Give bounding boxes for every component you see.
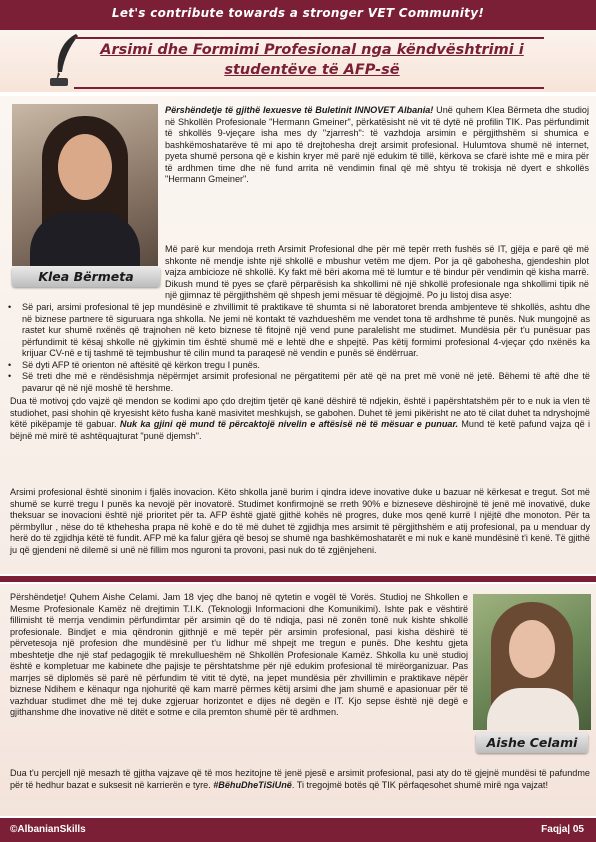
student1-intro xyxy=(165,105,589,186)
list-item: • Së treti dhe më e rëndësishmja nëpërmjet arsimit profesional ne përgatitemi për atë që na pret më vonë në jetë. Bëhemi të aftë dhe të pavarur që në një moshë të hershme. xyxy=(8,371,590,393)
section-divider xyxy=(0,576,596,582)
bullet-icon: • xyxy=(8,302,12,312)
student1-photo xyxy=(12,104,158,266)
bullet-icon: • xyxy=(8,359,12,370)
student2-name-badge: Aishe Celami xyxy=(476,733,588,753)
page-number: Faqja| 05 xyxy=(541,824,584,835)
list-item: • Së dyti AFP të orienton në aftësitë që kërkon tregu I punës. xyxy=(8,359,260,370)
student1-paragraph2: Më parë kur mendoja rreth Arsimit Profesional dhe për më tepër rreth fushës së IT, gjëja e parë që më shkonte në mendje ishte një shkollë e mbushur vetëm me djem. Por ja që gabohesha, gjendeshin plot vajza ambicioze në shkollë. Ky fakt më bëri akoma më të lumtur e të bindur për vendimin që kisha marrë. Dikush mund të pyes se çfarë përparësish ka shkollimi në një shkollë profesionale nga shkollimi tipik në një gjimnaz të përgjithshëm që shpesh jemi mësuar të dëgjojmë. Po ju listoj disa asye: xyxy=(165,244,589,300)
student2-photo xyxy=(473,594,591,730)
hashtag-text: #BëhuDheTiSiUnë xyxy=(213,779,292,790)
student1-name-badge: Klea Bërmeta xyxy=(12,267,160,287)
emphasis-text: Nuk ka gjini që mund të përcaktojë nivelin e aftësisë në të mësuar e punuar. xyxy=(119,419,459,429)
top-banner xyxy=(0,0,596,30)
student2-closing: Dua t'u percjell një mesazh të gjitha vajzave që të mos hezitojne të jenë pjesë e arsimit profesional, pasi aty do të gjejnë mundësi të pafundme për të hedhur bazat e suksesit në karrierën e tyre. #BëhuDheTiSiUnë. Ti tregojmë botës që TIK përfaqesohet shumë mirë nga vajzat! xyxy=(10,768,590,790)
article-title: Arsimi dhe Formimi Profesional nga këndvështrimi i studentëve të AFP-së xyxy=(100,42,524,78)
footer-copyright: ©AlbanianSkills xyxy=(10,824,86,835)
student1-bullet-list xyxy=(6,302,590,394)
student1-greeting: Përshëndetje të gjithë lexuesve të Buletinit INNOVET Albania! xyxy=(165,105,434,115)
bullet-icon: • xyxy=(8,371,12,381)
article-header xyxy=(0,30,596,92)
page-footer xyxy=(0,818,596,842)
student2-paragraph1: Përshëndetje! Quhem Aishe Celami. Jam 18 vjeç dhe banoj në qytetin e vogël të Vorës. Studioj ne Shkollen e Mesme Profesionale Kamëz në drejtimin T.I.K. (Teknologji Informacioni dhe Komunikimi). Ishte pak e vështirë fillimisht të merrja vendimin përfundimtar për arsimin që do të ndiqja, pasi në zonën tonë nuk kishte shkollë profesionale. Bindjet e mia qëndronin gjithnjë e më tepër për arsimin profesional, pasi kisha dëshirë të përvetesoja një profesion dhe mundësinë per t'u lidhur më shpejt me tregun e punës. Dhe keshtu gjeta mbeshtetje dhe një staf pedagogjik të mrekullueshëm në Shkollën Profesionale Kamëz. Shkolla ku unë studioj është e kompletuar me kabinete dhe pajisje te përshtatshme për një edukim profesional të mirëorganizuar. Pas marrjes së diplomës së parë në përfundim të vitit të dytë, na jepet mundësia për zhvillimin e praktikave nëpër biznese Ndihem e kënaqur nga njohuritë që kam marrë përmes këtij arsimi dhe jam shumë e apasionuar për të vazhduar studimet dhe më tej duke zgjeruar horizontet e dijes në degën e IT. Kjo sepse është një degë e gjithanshme dhe inovative në ditët e sotme e cila premton shumë për të ardhmen. xyxy=(10,592,468,717)
student1-paragraph1: Unë quhem Klea Bërmeta dhe studioj në Shkollën Profesionale "Hermann Gmeiner", përkatësisht në vit të dytë në profilin TIK. Pas përfundimit të shkollës 9-vjeçare isha mes dy "zjarresh": të vazhdoja arsimin e përgjithshëm si shumica e bashkëmoshatarëve të mi apo të drejtohesha drejt arsimit profesional. Hulumtova shumë në internet, pyeta shumë persona që e kishin kryer më parë një edukim të tillë, kërkova se cfarë ishte më e mira për të ardhmen time dhe në fund arrita në vendimin final që më shtyu të trokisja në dyert e shkollës "Hermann Gmeiner". xyxy=(165,105,589,184)
student1-paragraph4: Arsimi profesional është sinonim i fjalës inovacion. Këto shkolla janë burim i qindra ideve inovative duke u bazuar në kërkesat e tregut. Sot më shumë se kurrë tregu I punës ka nevojë për inovatorë. Studimet konfirmojnë se rreth 90% e bizneseve dëshirojnë të jenë më inovativë, duke theksuar se inovacioni është një prioritet për ta. AFP është gjatë gjithë kohës në progres, duke mos qenë kurrë I njëjtë dhe monoton. Për ta përmbyllur , nëse do të kthehesha prapa në kohë e do të më duhet të zgjidhja mes arsimit të përgjithshëm e atij profesional, pa u menduar dy herë do të zgjidhja këtë të fundit. AFP më ka falur gjëra që besoj se shumë nga bashkëmoshatarët e mi nuk e kanë mundësinë t'i kenë. Të gjithë ju që gjendeni në dilemë si unë në fillim mos nguroni ta provoni, pasi nuk do të zgjënjeheni. xyxy=(10,487,590,555)
student1-paragraph3: Dua të motivoj çdo vajzë që mendon se kodimi apo çdo drejtim tjetër që kanë dëshirë të ndjekin, është i papërshtatshëm për to e nuk ia vlen të studiohet, pasi shohin që kryesisht këto fusha kanë masivitet meshkujsh, se gabohen. Duhet të jemi pikërisht ne ato të cilat duhet ta ndryshojmë këtë pikëpamje të gabuar. Nuk ka gjini që mund të përcaktojë nivelin e aftësisë në të mësuar e punuar. Mund të ketë pafund vajza që i bëjnë më mirë të ashtëquajturat "punë djemsh". xyxy=(10,396,591,441)
slogan: Let's contribute towards a stronger VET Community! xyxy=(111,6,485,20)
list-item: • Së pari, arsimi profesional të jep mundësinë e zhvillimit të praktikave të shumta si në laboratoret brenda ambjenteve të shkollës, ashtu dhe në biznese partnere të siguruara nga shkolla. Ne jemi në kontakt të vazhdueshëm me vendet tona të ardhshme të punës. Nuk mungojnë as rastet kur shumë nxënës që trajnohen në keto biznese të fitojnë një vend pune paralelisht me studimet. Mundësia për t'u punësuar pas përfundimit të kësaj shkolle në gjykimin tim është shumë më e lehtë dhe e shpejtë. Pas këtij formimi profesional 4-vjeçar çdo nxënës ka krijuar CV-në e tij tashmë të tejmbushur të cilin mund ta paraqesë në vendin e punës së ëndërruar. xyxy=(8,302,590,358)
